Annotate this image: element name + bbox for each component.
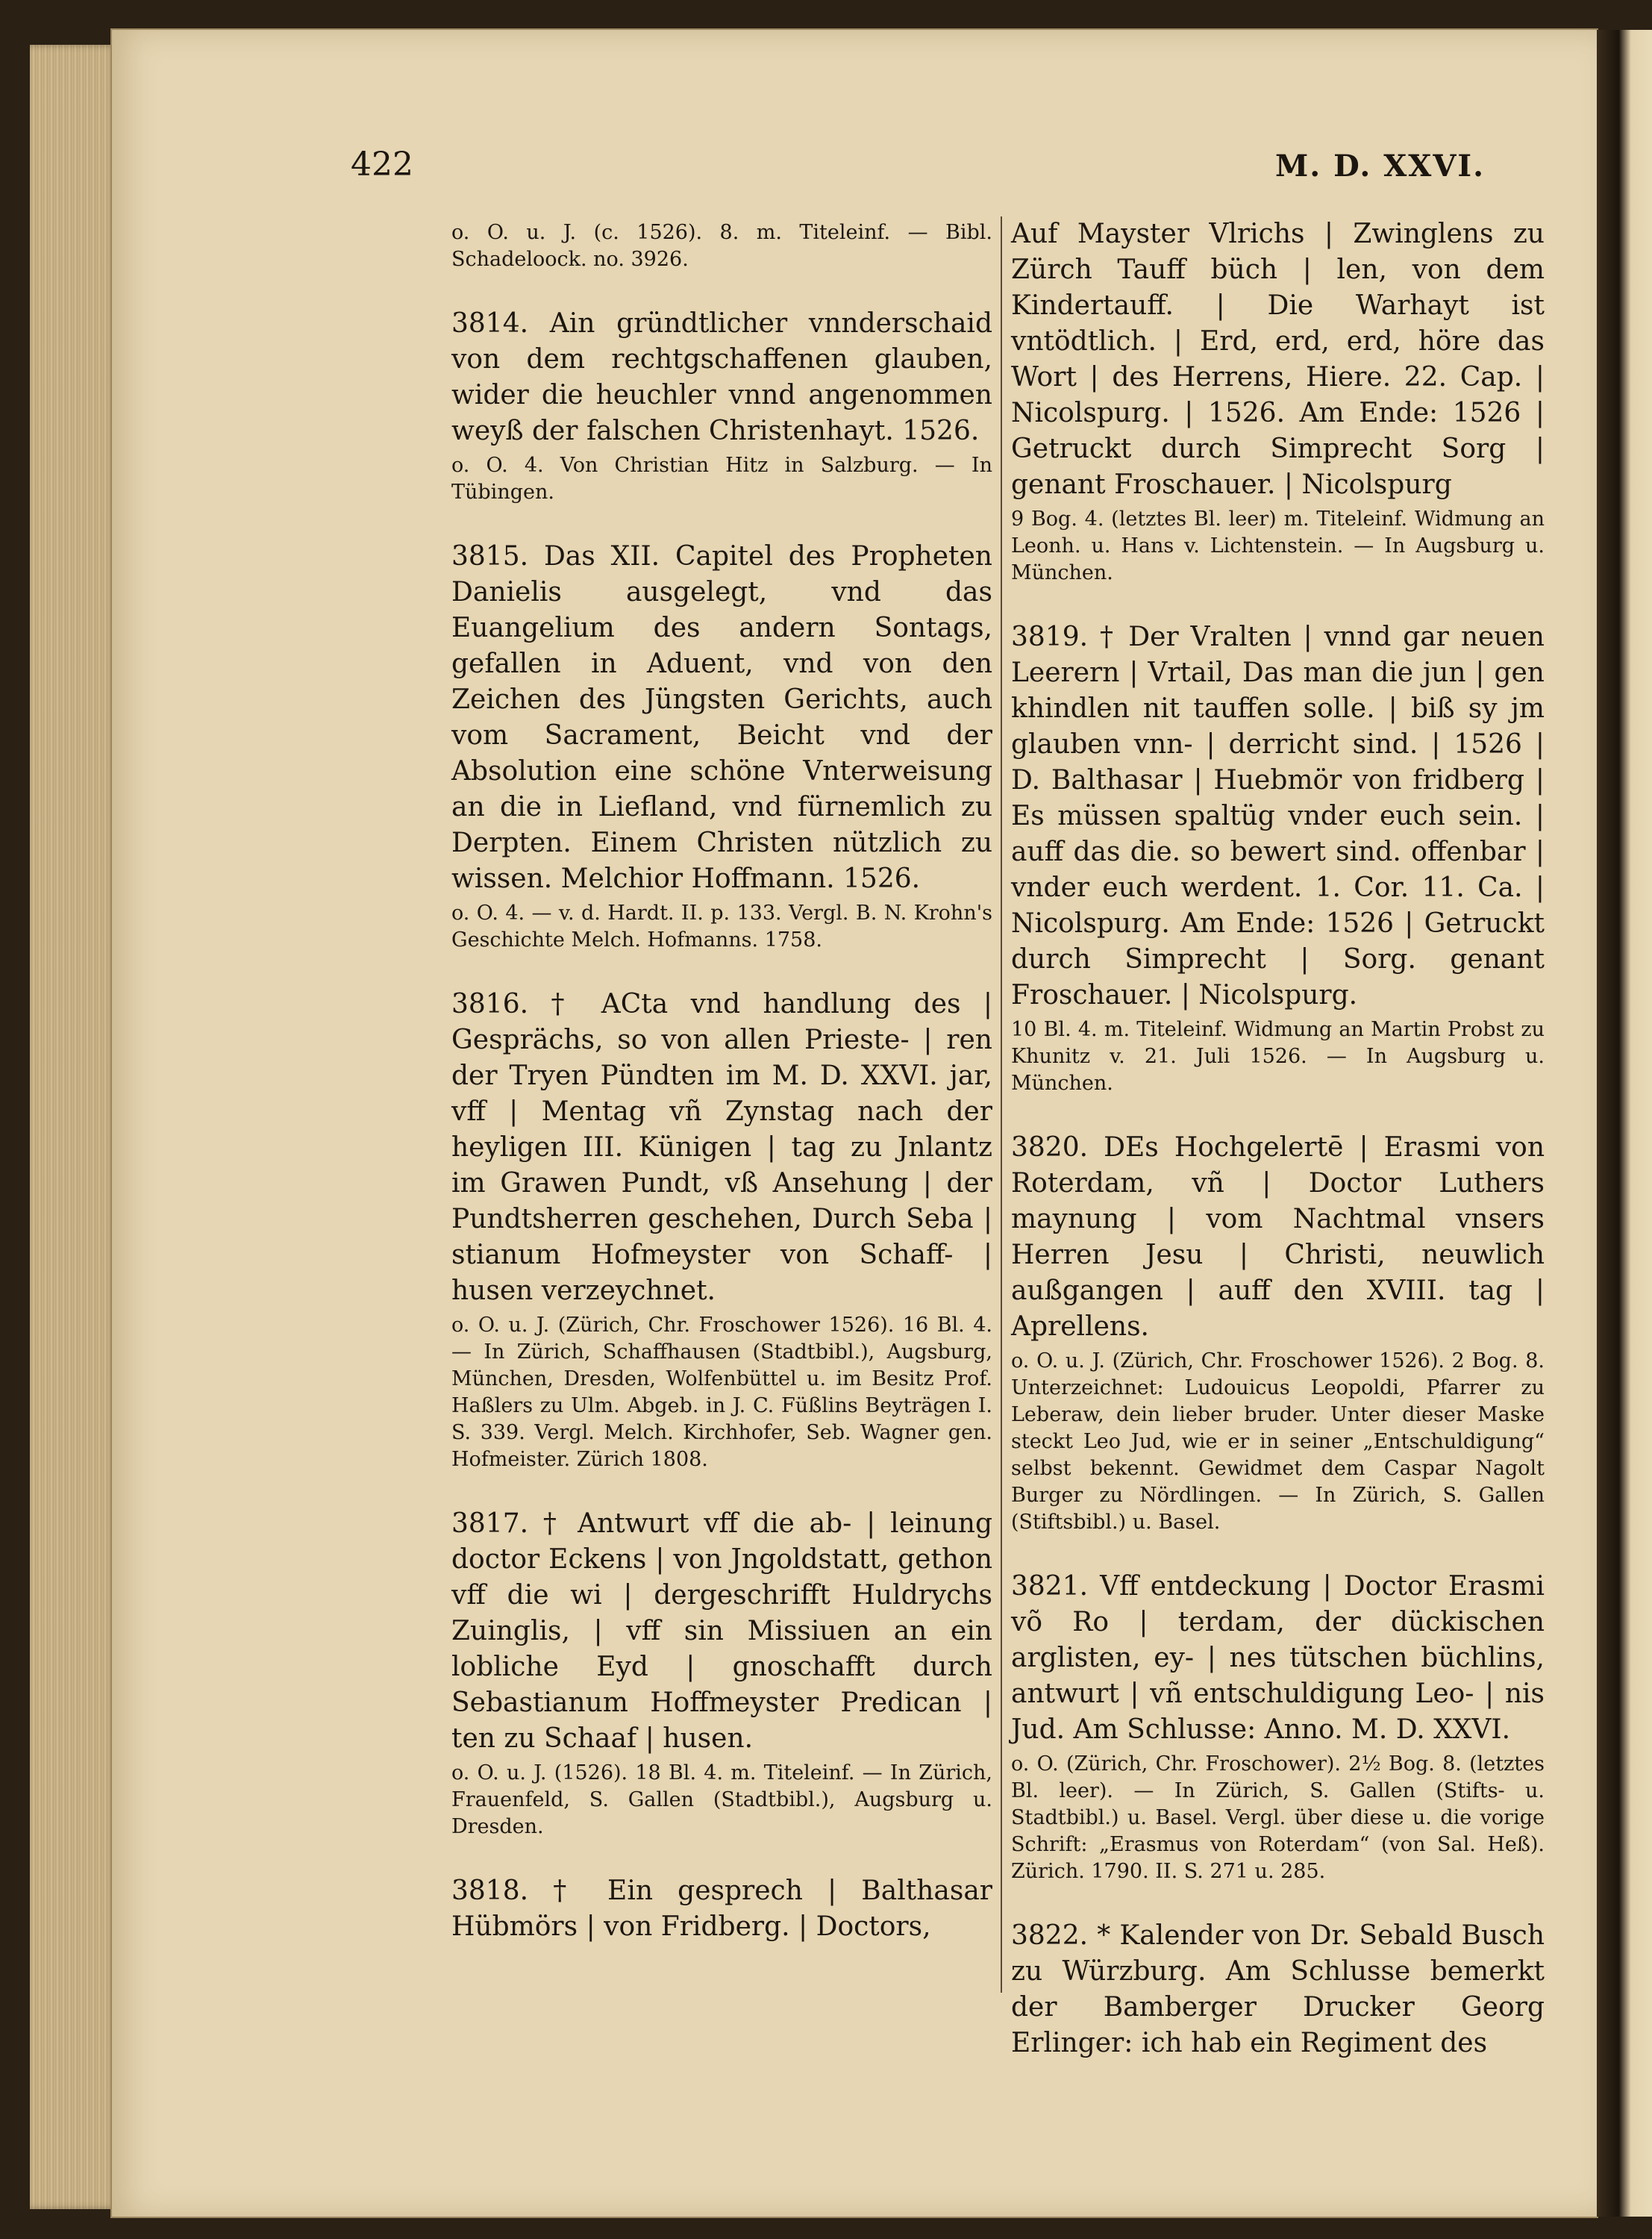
- left-column: [451, 216, 992, 1945]
- entry-3816: [451, 987, 992, 1473]
- entry-3818: [451, 1873, 992, 1945]
- entry-title: † Antwurt vff die ab- | leinung doctor Eckens | von Jngoldstatt, gethon vff die wi | dergeschrifft Huldrychs Zuinglis, | vff sin Missiuen an ein lobliche Eyd | gnoschafft durch Sebastianum Hoffmeyster Predican | ten zu Schaaf | husen.: [451, 1508, 992, 1754]
- entry-number: 3820.: [1011, 1132, 1089, 1163]
- entry-title: † Der Vralten | vnnd gar neuen Leerern | Vrtail, Das man die jun | gen khindlen nit tauffen solle. | biß sy jm glauben vnn- | derricht sind. | 1526 | D. Balthasar | Huebmör von fridberg | Es müssen spaltüg vnder euch sein. | auff das die. so bewert sind. offenbar | vnder euch werdent. 1. Cor. 11. Ca. | Nicolspurg. Am Ende: 1526 | Getruckt durch Simprecht | Sorg. genant Froschauer. | Nicolspurg.: [1011, 622, 1545, 1011]
- entry-number: 3815.: [451, 541, 529, 572]
- entry-title: Das XII. Capitel des Propheten Danielis ausgelegt, vnd das Euangelium des andern Sontags, gefallen in Aduent, vnd von den Zeichen des Jüngsten Gerichts, auch vom Sacrament, Beicht vnd der Absolution eine schöne Vnterweisung an die in Liefland, vnd fürnemlich zu Derpten. Einem Christen nützlich zu wissen. Melchior Hoffmann. 1526.: [451, 541, 992, 894]
- entry-3822: [1011, 1918, 1545, 2061]
- entry-number: 3819.: [1011, 622, 1089, 652]
- entry-title: Auf Mayster Vlrichs | Zwinglens zu Zürch Tauff büch | len, von dem Kindertauff. | Die Warhayt ist vntödtlich. | Erd, erd, erd, höre das Wort | des Herrens, Hiere. 22. Cap. | Nicolspurg. | 1526. Am Ende: 1526 | Getruckt durch Simprecht Sorg | genant Froschauer. | Nicolspurg: [1011, 219, 1545, 500]
- entry-note: o. O. u. J. (c. 1526). 8. m. Titeleinf. — Bibl. Schadeloock. no. 3926.: [451, 221, 992, 271]
- entry-number: 3814.: [451, 308, 529, 339]
- entry-3821: [1011, 1569, 1545, 1885]
- column-divider: [1001, 216, 1002, 1993]
- entry-note: o. O. 4. Von Christian Hitz in Salzburg. — In Tübingen.: [451, 454, 992, 504]
- entry-title: † ACta vnd handlung des | Gesprächs, so von allen Prieste- | ren der Tryen Pündten im M. D. XXVI. jar, vff | Mentag vñ Zynstag nach der heyligen III. Künigen | tag zu Jnlantz im Grawen Pundt, vß Ansehung | der Pundtsherren geschehen, Durch Seba | stianum Hofmeyster von Schaff- | husen verzeychnet.: [451, 989, 992, 1306]
- entry-3814: [451, 306, 992, 506]
- entry-number: 3818.: [451, 1876, 529, 1906]
- running-head: M. D. XXVI.: [1275, 149, 1485, 184]
- entry-note: o. O. u. J. (Zürich, Chr. Froschower 1526). 2 Bog. 8. Unterzeichnet: Ludouicus Leopoldi, Pfarrer zu Leberaw, dein lieber bruder. Unter dieser Maske steckt Leo Jud, wie er in seiner „Entschuldigung“ selbst bekennt. Gewidmet dem Caspar Nagolt Burger zu Nördlingen. — In Zürich, S. Gallen (Stiftsbibl.) u. Basel.: [1011, 1349, 1545, 1534]
- entry-number: 3816.: [451, 989, 529, 1019]
- right-column: [1011, 216, 1545, 2061]
- entry-note: o. O. (Zürich, Chr. Froschower). 2½ Bog. 8. (letztes Bl. leer). — In Zürich, S. Gallen (Stifts- u. Stadtbibl.) u. Basel. Vergl. über diese u. die vorige Schrift: „Erasmus von Roterdam“ (von Sal. Heß). Zürich. 1790. II. S. 271 u. 285.: [1011, 1752, 1545, 1883]
- entry-3820: [1011, 1130, 1545, 1536]
- entry-note: o. O. 4. — v. d. Hardt. II. p. 133. Vergl. B. N. Krohn's Geschichte Melch. Hofmanns. 1758.: [451, 902, 992, 952]
- entry-title: Ain gründtlicher vnnderschaid von dem rechtgschaffenen glauben, wider die heuchler vnnd angenommen weyß der falschen Christenhayt. 1526.: [451, 308, 992, 446]
- page-edge: [30, 45, 119, 2209]
- entry-note: o. O. u. J. (Zürich, Chr. Froschower 1526). 16 Bl. 4. — In Zürich, Schaffhausen (Stadtbibl.), Augsburg, München, Dresden, Wolfenbüttel u. im Besitz Prof. Haßlers zu Ulm. Abgeb. in J. C. Füßlins Beyträgen I. S. 339. Vergl. Melch. Kirchhofer, Seb. Wagner gen. Hofmeister. Zürich 1808.: [451, 1314, 992, 1471]
- entry-3817: [451, 1506, 992, 1840]
- book-gutter: [1597, 30, 1652, 2217]
- entry-number: 3817.: [451, 1508, 529, 1539]
- page-header: [351, 146, 1485, 198]
- entry-title: Vff entdeckung | Doctor Erasmi võ Ro | terdam, der dückischen arglisten, ey- | nes tütschen büchlins, antwurt | vñ entschuldigung Leo- | nis Jud. Am Schlusse: Anno. M. D. XXVI.: [1011, 1571, 1545, 1745]
- lead-note-entry: [451, 219, 992, 273]
- entry-3819: [1011, 619, 1545, 1097]
- entry-3818-continued: [1011, 216, 1545, 587]
- entry-note: 10 Bl. 4. m. Titeleinf. Widmung an Martin Probst zu Khunitz v. 21. Juli 1526. — In Augsburg u. München.: [1011, 1018, 1545, 1095]
- entry-number: 3821.: [1011, 1571, 1089, 1602]
- entry-note: o. O. u. J. (1526). 18 Bl. 4. m. Titeleinf. — In Zürich, Frauenfeld, S. Gallen (Stadtbibl.), Augsburg u. Dresden.: [451, 1761, 992, 1838]
- entry-note: 9 Bog. 4. (letztes Bl. leer) m. Titeleinf. Widmung an Leonh. u. Hans v. Lichtenstein. — In Augsburg u. München.: [1011, 508, 1545, 584]
- entry-title: DEs Hochgelertē | Erasmi von Roterdam, vñ | Doctor Luthers maynung | vom Nachtmal vnsers Herren Jesu | Christi, neuwlich außgangen | auff den XVIII. tag | Aprellens.: [1011, 1132, 1545, 1342]
- entry-title: * Kalender von Dr. Sebald Busch zu Würzburg. Am Schlusse bemerkt der Bamberger Drucker Georg Erlinger: ich hab ein Regiment des: [1011, 1920, 1545, 2058]
- entry-3815: [451, 539, 992, 954]
- entry-title: † Ein gesprech | Balthasar Hübmörs | von Fridberg. | Doctors,: [451, 1876, 992, 1942]
- entry-number: 3822.: [1011, 1920, 1089, 1951]
- page-number: 422: [351, 146, 413, 184]
